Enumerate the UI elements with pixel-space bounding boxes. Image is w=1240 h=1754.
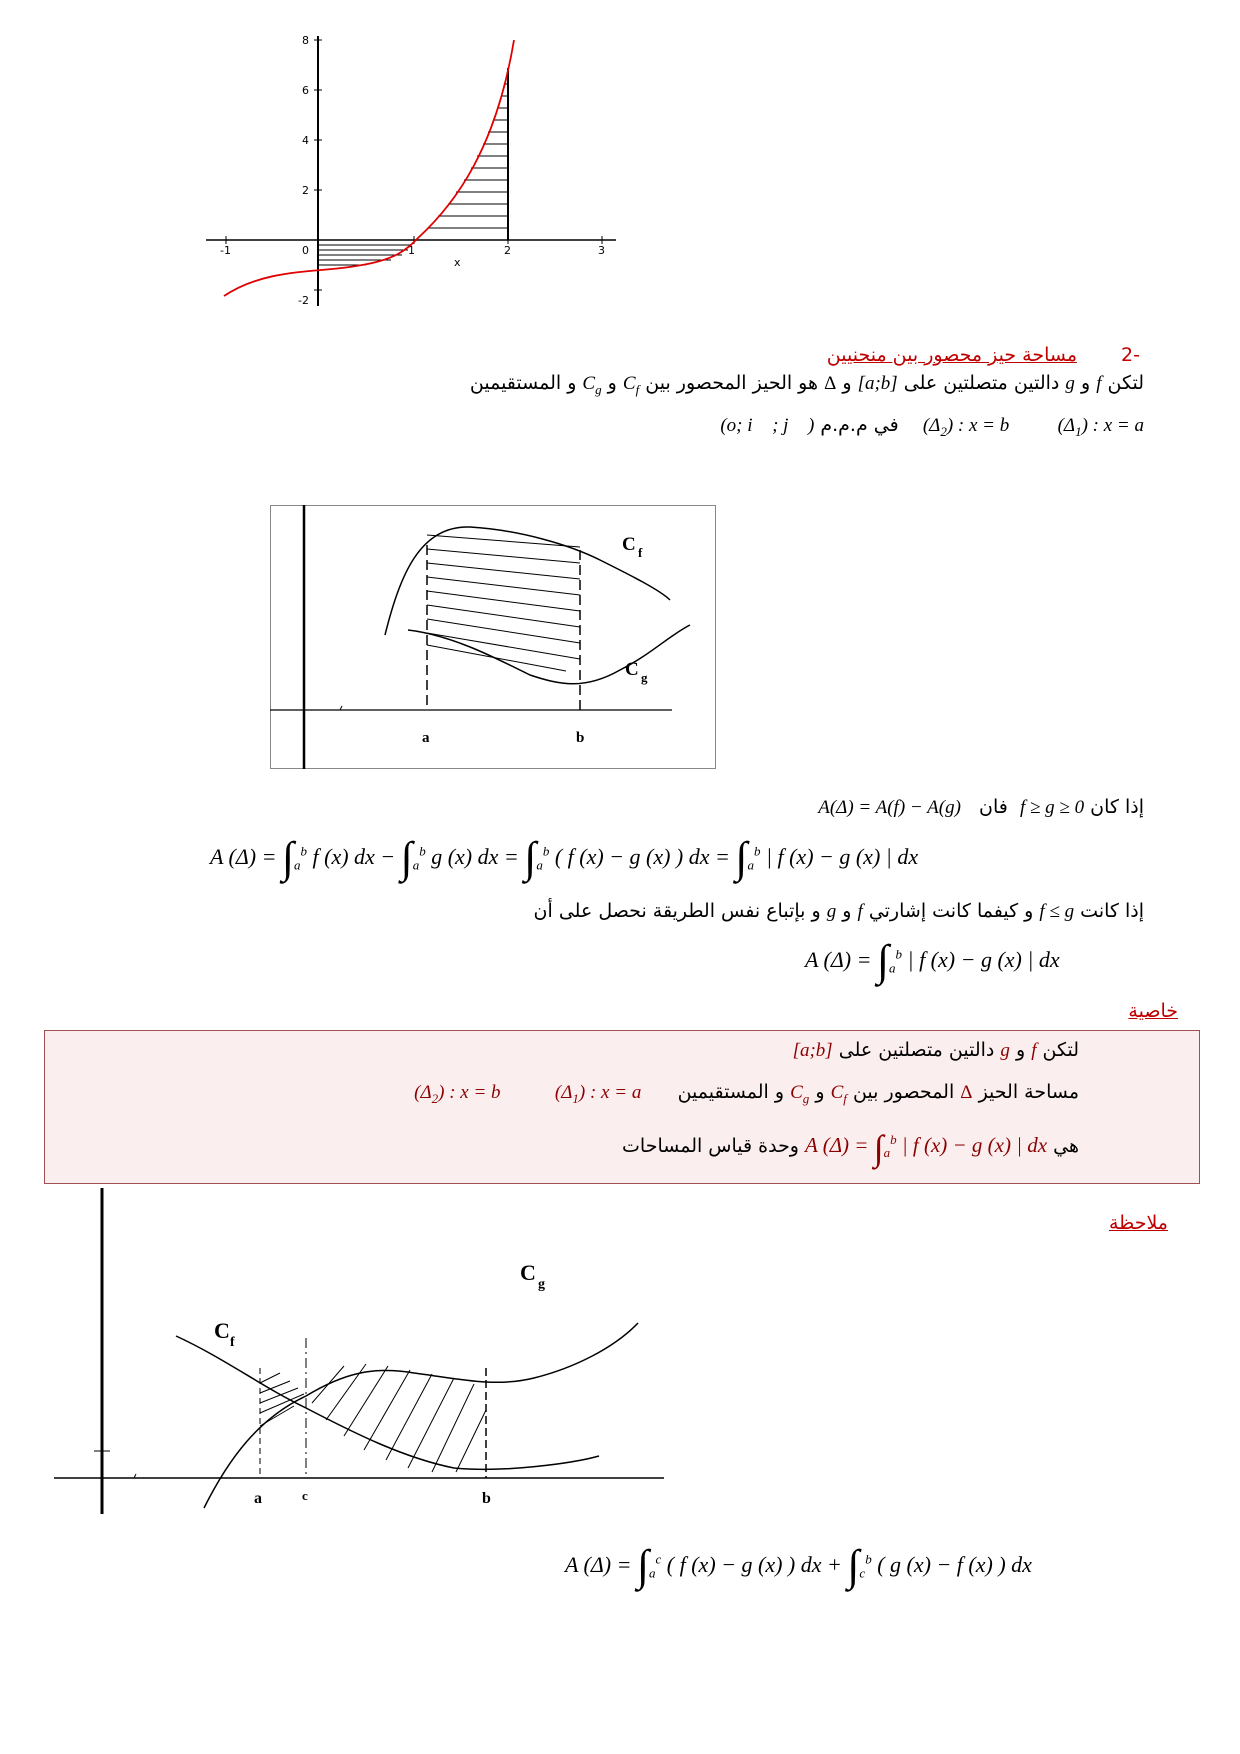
y-tick-label: 2 [302,184,309,197]
label-cf-sub: f [638,545,643,560]
label-cg: C [625,659,639,680]
curve-cg [204,1323,638,1508]
case1-line: إذا كان f ≥ g ≥ 0 فان A(Δ) = A(f) − A(g) [818,796,1144,818]
label-b: b [482,1490,491,1507]
x-tick-label: -1 [220,244,231,257]
graph-cubic-area [206,28,616,318]
label-cg-sub: g [538,1277,545,1292]
property-line1: لتكن f و g دالتين متصلتين على [a;b] [792,1039,1079,1061]
y-tick-label: 8 [302,34,309,47]
property-line3: هي A $(\Delta) = \int_a^b$ | f (x) − g (x) | dx وحدة قياس المساحات [622,1128,1079,1168]
graph-two-curves [270,505,716,769]
label-a: a [254,1490,262,1507]
x-tick-label: 2 [504,244,511,257]
case2-line: إذا كانت f ≤ g و كيفما كانت إشارتي f و g و بإتباع نفس الطريقة نحصل على أن [533,900,1144,922]
property-title: خاصية [1128,1000,1178,1022]
label-cg-sub: g [641,670,648,685]
cubic-curve [224,40,514,296]
graph-crossing-curves [54,1188,694,1518]
formula-difference: A $(\Delta) = \int_a^b$ f (x) dx − $\int_a^b$ g (x) dx = $\int_a^b$ ( f (x) − g (x) ) dx = $\int_a^b$ | f (x) − g (x) | dx [210,833,919,882]
section-title [600,344,1140,366]
y-tick-label: -2 [298,294,309,307]
y-tick-label: 6 [302,84,309,97]
y-tick-label: 0 [302,244,309,257]
y-tick-label: 4 [302,134,309,147]
label-cf-sub: f [230,1335,235,1350]
hatch-area [260,1364,486,1472]
label-cg: C [520,1260,536,1285]
formula-abs: A $(\Delta) = \int_a^b$ | f (x) − g (x) | dx [805,936,1060,985]
section-line2: $(\Delta_1)$ : x = a $(\Delta_2)$ : x = b في م.م.م (o; i⃗ ; j⃗ ) [720,414,1144,439]
label-cf: C [622,534,636,555]
label-c: c [302,1488,308,1503]
section-number: -2 [1121,344,1140,366]
x-axis-label: x [454,256,461,269]
label-b: b [576,730,585,746]
property-line2: مساحة الحيز Δ المحصور بين $C_f$ و $C_g$ و المستقيمين $(\Delta_1)$ : x = a $(\Delta_2)$ : x = b [414,1081,1079,1106]
x-tick-label: 1 [408,244,415,257]
section-heading: مساحة حيز محصور بين منحنيين [826,344,1077,366]
note-title: ملاحظة [1108,1212,1168,1234]
label-a: a [422,730,430,746]
hatch-area [318,68,508,268]
property-box [44,1030,1200,1184]
section-line1: لتكن f و g دالتين متصلتين على [a;b] و Δ هو الحيز المحصور بين $C_f$ و $C_g$ و المستقيمين [469,372,1144,397]
formula-split: A $(\Delta) = \int_a^c$ ( f (x) − g (x) ) dx + $\int_c^b$ ( g (x) − f (x) ) dx [565,1541,1032,1590]
x-tick-label: 3 [598,244,605,257]
label-cf: C [214,1318,230,1343]
